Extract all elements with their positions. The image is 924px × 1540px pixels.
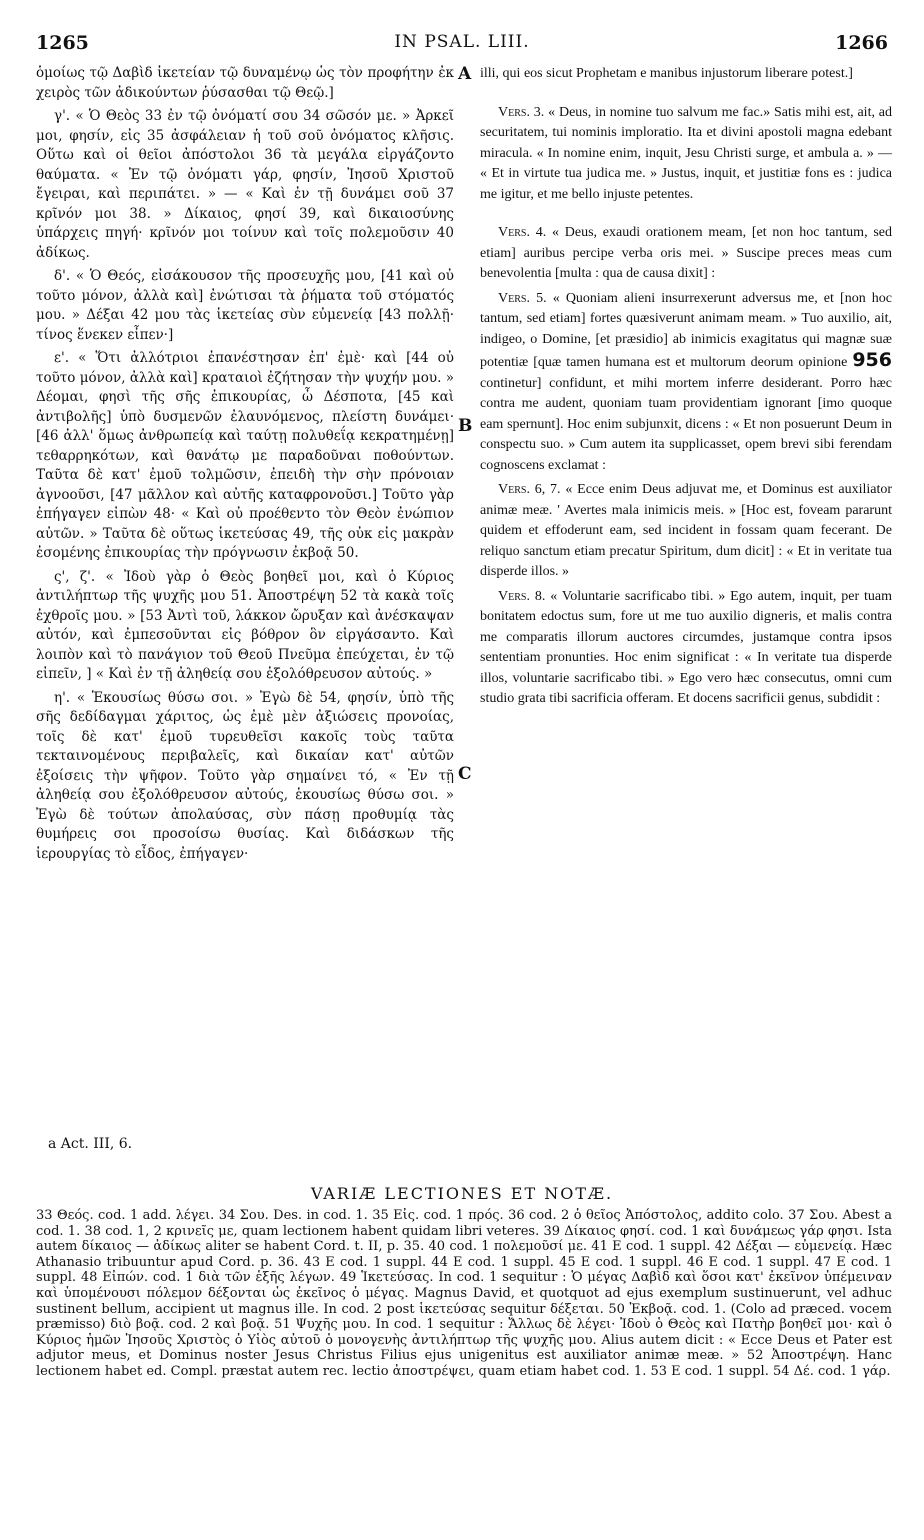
latin-text: « Ecce enim Deus adjuvat me, et Dominus est auxiliator animæ meæ. ' Avertes mala inimicis meis. » [Hoc est, foveam pararunt quidem et effoderunt eam, sed incident in fossam quam fecerant. De reliquo sanctum etiam precatur Spiritum, dum dicit] : « Et in veritate tua disperde illos. » — [480, 482, 893, 579]
greek-paragraph: γ'. « Ὁ Θεὸς 33 ἐν τῷ ὀνόματί σου 34 σῶσόν με. » Ἀρκεῖ μοι, φησίν, εἰς 35 ἀσφάλειαν ἡ τοῦ σοῦ ὀνόματος κλῆσις. Οὕτω καὶ οἱ θεῖοι ἀπόστολοι 36 τὰ μεγάλα εἰργάζοντο θαύματα. « Ἐν τῷ ὀνόματι γάρ, φησίν, Ἰησοῦ Χριστοῦ ἔγειραι, καὶ περιπάτει. » — « Καὶ ἐν τῇ δυνάμει σοῦ 37 κρῖνόν μοι 38. » Δίκαιος, φησί 39, καὶ δικαιοσύνης ὑπάρχεις πηγή· κρῖνόν μοι τοίνυν καὶ τοῖς πολεμοῦσιν 40 ἀδίκως. — [36, 108, 454, 261]
greek-paragraph: ς', ζ'. « Ἰδοὺ γὰρ ὁ Θεὸς βοηθεῖ μοι, καὶ ὁ Κύριος ἀντιλήπτωρ τῆς ψυχῆς μου 51. Ἀποστρέψη 52 τὰ κακὰ τοῖς ἐχθροῖς μου. » [53 Ἀντὶ τοῦ, λάκκον ὤρυξαν καὶ ἀνέσκαψαν αὐτόν, καὶ ἐμπεσοῦνται εἰς βόθρον ὃν εἰργάσαντο. Καὶ λοιπὸν καὶ τὸ πανάγιον τοῦ Θεοῦ Πνεῦμα ἐπεύχεται, ἐν τῷ εἰπεῖν, ] « Καὶ ἐν τῇ ἀληθείᾳ σου ἐξολόθρευσον αὐτούς. » — [36, 568, 454, 682]
column-number: 956 — [852, 349, 892, 371]
latin-paragraph — [480, 480, 892, 583]
latin-paragraph — [480, 103, 892, 206]
verse-label: Vers. 4. — [498, 225, 547, 240]
margin-letter-b: B — [458, 416, 473, 436]
running-header — [36, 32, 888, 62]
footnote: a Act. III, 6. — [48, 1136, 133, 1152]
latin-paragraph: illi, qui eos sicut Prophetam e manibus injustorum liberare potest.] — [480, 66, 853, 81]
latin-paragraph — [480, 223, 892, 285]
variae-lectiones-title: VARIÆ LECTIONES ET NOTÆ. — [310, 1184, 614, 1203]
latin-paragraph — [480, 587, 892, 710]
latin-paragraph — [480, 289, 892, 477]
latin-text: continetur] confidunt, et mihi mortem inferre desiderant. Porro hæc contra me audent, quoniam tuam providentiam ignorant [imo quoque eam spernunt]. Hoc enim subjunxit, dicens : « Et non posuerunt Deum in conspectu suo. » Cum autem ita supplicasset, opem brevi sibi ferendam cognoscens exclamat : — [480, 375, 892, 473]
latin-column — [480, 64, 892, 714]
latin-text: « Deus, exaudi orationem meam, [et non hoc tantum, sed etiam] auribus percipe verba oris mei. » Suscipe preces meas cum benevolentia [multa : qua de causa dixit] : — [480, 225, 892, 281]
verse-label: Vers. 5. — [498, 290, 547, 306]
greek-paragraph: ε'. « Ὅτι ἀλλότριοι ἐπανέστησαν ἐπ' ἐμὲ· καὶ [44 οὐ τοῦτο μόνον, ἀλλὰ καὶ] κραταιοὶ ἐζήτησαν τὴν ψυχήν μου. » Δέομαι, φησὶ τῆς σῆς ἐπικουρίας, ὦ Δέσποτα, [45 καὶ ἀντιβολῆς] ὑπὸ δυσμενῶν ἐλαυνόμενος, πλείστη δυνάμει· [46 ἀλλ' ὅμως ἀνθρωπείᾳ καὶ ταύτῃ πολυθεΐᾳ κεκρατημένῃ] τεθαρρηκότων, καὶ θανάτῳ με παραδοῦναι ποθούντων. Ταῦτα δὲ κατ' ἐμοῦ τολμῶσιν, ἐπειδὴ τὴν σὴν πρόνοιαν ἀγνοοῦσι, [47 μᾶλλον καὶ αὐτῆς καταφρονοῦσι.] Τοῦτο γὰρ ἐπήγαγεν εἰπὼν 48· « Καὶ οὐ προέθεντο τὸν Θεὸν ἐνώπιον αὐτῶν. » Ταῦτα δὲ οὕτως ἱκετεύσας 49, τῆς οὐκ εἰς μακρὰν ἐσομένης ἐπικουρίας τὴν πρόγνωσιν ἐκβοᾷ 50. — [36, 350, 454, 561]
variant-notes: 33 Θεός. cod. 1 add. λέγει. 34 Σου. Des. in cod. 1. 35 Εἰς. cod. 1 πρός. 36 cod. 2 ὁ θεῖος Ἀπόστολος, addito colo. 37 Σου. Abest a cod. 1. 38 cod. 1, 2 κρινεῖς με, quam lectionem habent quidam libri veteres. 39 Δίκαιος φησί. cod. 1 καὶ δυνάμεως γάρ φησι. Ista autem δίκαιος — ἀδίκως aliter se habent Cord. t. II, p. 35. 40 cod. 1 πολεμοῦσί με. 41 E cod. 1 suppl. 42 Δέξαι — εὐμενείᾳ. Hæc Athanasio tribuuntur apud Cord. p. 36. 43 E cod. 1 suppl. 44 E cod. 1 suppl. 45 E cod. 1 suppl. 46 E cod. 1 suppl. 47 E cod. 1 suppl. 48 Εἰπών. cod. 1 διὰ τῶν ἑξῆς λέγων. 49 Ἱκετεύσας. In cod. 1 sequitur : Ὁ μέγας Δαβὶδ καὶ ὅσοι κατ' ἐκεῖνον ὑπέμειναν καὶ ὑπομένουσι πόλεμον δέξονται ὡς ἐκεῖνος ὁ μέγας. Magnus David, et quotquot ad ejus exemplum sustinuerunt, vel adhuc sustinent bellum, accipient ut magnus ille. In cod. 2 post ἱκετεύσας sequitur δέξεται. 50 Ἐκβοᾷ. cod. 1. (Colo ad præced. vocem præmisso) διὸ βοᾷ. cod. 2 καὶ βοᾷ. 51 Ψυχῆς μου. In cod. 1 sequitur : Ἄλλως δὲ λέγει· Ἰδοὺ ὁ Θεὸς καὶ Πατὴρ βοηθεῖ μοι· καὶ ὁ Κύριος ἡμῶν Ἰησοῦς Χριστὸς ὁ Υἱὸς αὐτοῦ ὁ μονογενὴς ἀντιλήπτωρ τῆς ψυχῆς μου. Alius autem dicit : « Ecce Deus et Pater est adjutor meus, et Dominus noster Jesus Christus Filius ejus unigenitus est auxiliator animæ meæ. » 52 Ἀποστρέψη. Hanc lectionem habet ed. Compl. præstat autem rec. lectio ἀποστρέψει, quam etiam habet cod. 1. 53 E cod. 1 suppl. 54 Δέ. cod. 1 γάρ. — [36, 1208, 892, 1379]
latin-text: « Quoniam alieni insurrexerunt adversus me, et [non hoc tantum, sed etiam] fortes quæsiverunt animam meam. » Tuo auxilio, ait, indigeo, o Domine, [et præsidio] ab inimicis exagitatus qui magnæ suæ potentiæ [quæ tamen humana est et multorum deorum opinione — [480, 290, 893, 370]
verse-label: Vers. 8. — [498, 588, 546, 604]
greek-paragraph: ὁμοίως τῷ Δαβὶδ ἱκετείαν τῷ δυναμένῳ ὡς τὸν προφήτην ἐκ χειρὸς τῶν ἀδικούντων ῥύσασθαι τῷ Θεῷ.] — [36, 65, 454, 101]
page-number-left: 1265 — [36, 32, 89, 54]
margin-letter-a: A — [458, 64, 472, 84]
greek-paragraph: δ'. « Ὁ Θεός, εἰσάκουσον τῆς προσευχῆς μου, [41 καὶ οὐ τοῦτο μόνον, ἀλλὰ καὶ] ἐνώτισαι τὰ ῥήματα τοῦ στόματός μου. » Δέξαι 42 μου τὰς ἱκετείας σὺν εὐμενείᾳ [43 πολλῇ· τίνος ἕνεκεν εἶπεν·] — [36, 268, 454, 343]
greek-paragraph: η'. « Ἑκουσίως θύσω σοι. » Ἐγὼ δὲ 54, φησίν, ὑπὸ τῆς σῆς δεδίδαγμαι χάριτος, ὡς ἐμὲ μὲν ἀξιώσεις προνοίας, τοῖς δὲ κατ' ἐμοῦ τυρευθεῖσι κακοῖς τοὺς ταῦτα τεκταινομένους περιβαλεῖς, καὶ δικαίαν κατ' αὐτῶν ἐξοίσεις τὴν ψῆφον. Τοῦτο γὰρ σημαίνει τό, « Ἐν τῇ ἀληθείᾳ σου ἐξολόθρευσον αὐτούς, ἑκουσίως θύσω σοι. » Ἐγὼ δὲ τούτων ἀπολαύσας, σὺν πάσῃ προθυμίᾳ τὰς θυμήρεις σοι προσοίσω θυσίας. Καὶ διδάσκων τῆς ἱερουργίας τὸ εἶδος, ἐπήγαγεν· — [36, 689, 454, 862]
latin-text: « Voluntarie sacrificabo tibi. » Ego autem, inquit, per tuam bonitatem edoctus sum, fore ut me tuo auxilio digneris, et malis contra me comparatis illorum auctores circumdes, justamque contra ipsos sententiam pronunties. Hoc enim significat : « In veritate tua disperde illos, voluntarie sacrificabo tibi. » Ego vero hæc consecutus, omni cum studio grata tibi sacrificia offeram. Et docens sacrificii genus, subdidit : — [480, 588, 893, 706]
running-title: IN PSAL. LIII. — [394, 32, 530, 52]
verse-label: Vers. 3. — [498, 104, 545, 120]
verse-label: Vers. 6, 7. — [498, 482, 561, 497]
margin-letter-c: C — [458, 764, 472, 784]
page-number-right: 1266 — [835, 32, 888, 54]
greek-column — [36, 64, 454, 868]
latin-text: « Deus, in nomine tuo salvum me fac.» Satis mihi est, ait, ad securitatem, tui nominis imploratio. Ita et divini apostoli magna edebant miracula. « In nomine enim, inquit, Jesu Christi surge, et ambula a. » — « Et in virtute tua judica me. » Justus, inquit, et justitiæ fons es : judica me igitur, et me bello injuste petentes. — [480, 104, 893, 202]
